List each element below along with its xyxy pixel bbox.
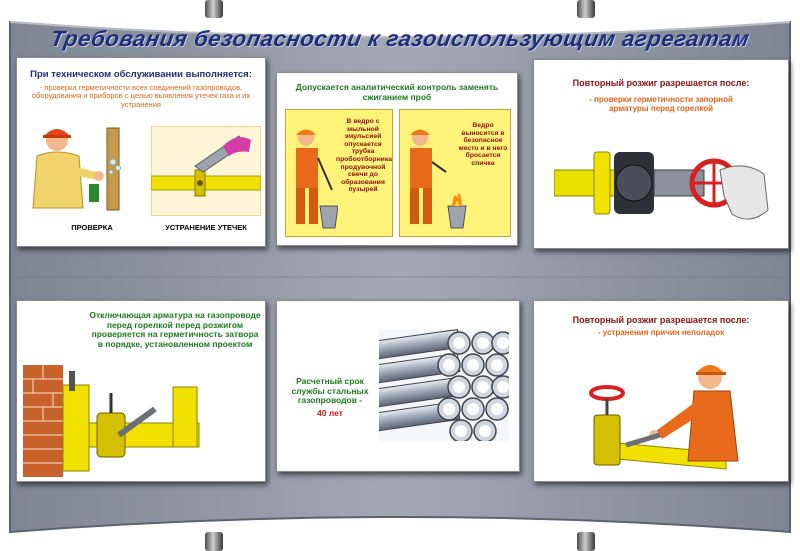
panel-heading: Допускается аналитический контроль заменять сжиганием проб (295, 82, 499, 102)
panel-pipe-lifetime (276, 300, 520, 472)
step-two-box (399, 109, 511, 237)
panel-heading: При техническом обслуживании выполняется: (30, 69, 252, 80)
panel-maintenance (16, 57, 266, 247)
panel-body: - проверки герметичности запорной арматуры перед горелкой (589, 95, 733, 113)
panel-reignition-fix (533, 300, 789, 482)
panel-reignition-check (533, 59, 789, 249)
caption-check: ПРОВЕРКА (71, 223, 113, 232)
worker-inspecting-illustration (23, 122, 141, 220)
lifetime-value: 40 лет (317, 408, 343, 418)
wall-valve-illustration (23, 365, 223, 477)
step-one-box (285, 109, 393, 237)
wrench-pipe-illustration (151, 126, 261, 216)
lifetime-label: Расчетный срок службы стальных газопроводов - (291, 376, 369, 406)
panel-heading: Повторный розжиг разрешается после: (572, 78, 750, 88)
worker-valve-illustration (576, 353, 776, 473)
valve-handwheel-illustration (554, 130, 774, 240)
panel-body: - проверка герметичности всех соединений газопроводов, оборудования и приборов с целью выявления утечек газа и их устранения (31, 83, 251, 109)
page-title: Требования безопасности к газоиспользующим агрегатам (48, 26, 752, 51)
caption-leak-fix: УСТРАНЕНИЕ УТЕЧЕК (165, 223, 247, 232)
worker-bucket-illustration (288, 128, 338, 232)
step-one-text: В ведро с мыльной эмульсией опускается трубка пробоотборника продувочной свечи до образования пузырей (336, 118, 393, 194)
panel-sample-burning (276, 72, 518, 246)
panel-heading: Отключающая арматура на газопроводе перед горелкой перед розжигом проверяется на герметичность затвора в порядке, установленном проектом (89, 310, 261, 349)
panel-heading: Повторный розжиг разрешается после: (572, 315, 750, 325)
step-two-text: Ведро выносится в безопасное место и в него бросается спичка (458, 122, 508, 168)
panel-body: - устранения причин неполадок (597, 328, 725, 337)
panel-shutoff-valve (16, 300, 266, 482)
steel-pipes-illustration (379, 329, 509, 441)
